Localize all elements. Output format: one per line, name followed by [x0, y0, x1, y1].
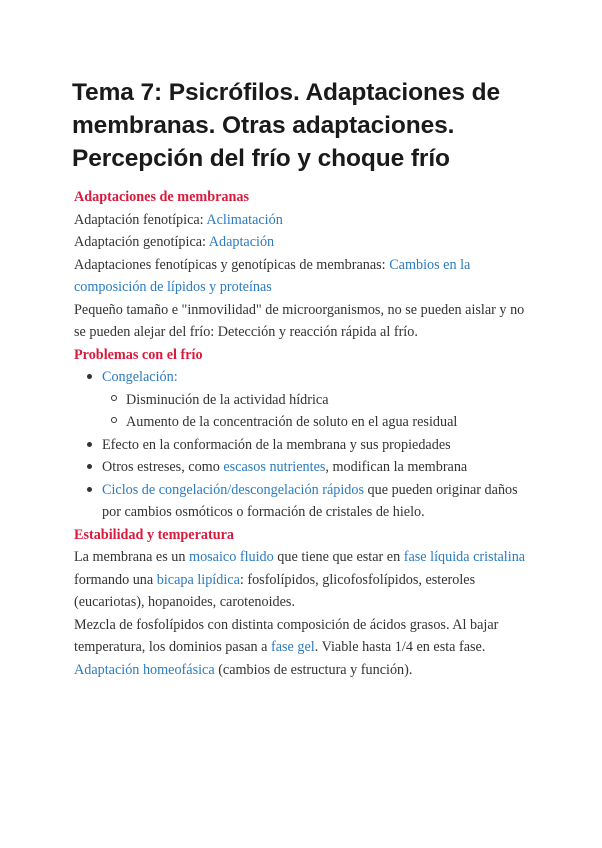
link-mosaico-fluido[interactable]: mosaico fluido [189, 549, 274, 565]
list-item [102, 479, 534, 524]
paragraph-fenotipica [74, 209, 534, 232]
fenotipicas-genotipicas-label: Adaptaciones fenotípicas y genotípicas de membranas: [74, 256, 390, 273]
item3-before: Otros estreses, como [102, 459, 224, 475]
section-heading-membranas: Adaptaciones de membranas [74, 189, 249, 205]
genotipica-label: Adaptación genotípica: [74, 234, 209, 250]
section-heading-estabilidad: Estabilidad y temperatura [74, 526, 235, 543]
link-escasos-nutrientes[interactable]: escasos nutrientes [223, 459, 326, 475]
text-segment: : fosfolípidos, glicofosfolípidos, esteroles (eucariotas), hopanoides, carotenoides. [74, 571, 476, 610]
paragraph-fenotipicas-genotipicas [74, 254, 534, 299]
item3-after: , modifican la membrana [325, 459, 468, 475]
link-adaptacion[interactable]: Adaptación [208, 234, 275, 250]
list-item: Efecto en la conformación de la membrana y sus propiedades [102, 434, 534, 457]
item4-after: que pueden originar daños por cambios osmóticos o formación de cristales de hielo. [102, 481, 518, 520]
text-segment: formando una [74, 571, 157, 588]
list-item [102, 456, 534, 479]
list-item [102, 366, 534, 434]
congelacion-sublist [102, 389, 534, 434]
link-fase-liquida-cristalina[interactable]: fase líquida cristalina [403, 549, 526, 565]
link-bicapa-lipidica[interactable]: bicapa lipídica [156, 571, 240, 588]
fenotipica-label: Adaptación fenotípica: [74, 211, 207, 228]
link-congelacion[interactable]: Congelación: [102, 369, 178, 385]
document-body [74, 186, 534, 681]
text-segment: que tiene que estar en [273, 549, 404, 565]
text-segment: Mezcla de fosfolípidos con distinta composición de ácidos grasos. Al bajar temperatura, los dominios pasan a [74, 616, 499, 655]
list-item: Disminución de la actividad hídrica [126, 389, 534, 412]
paragraph-genotipica [74, 231, 534, 254]
text-segment: (cambios de estructura y función). [214, 661, 413, 678]
paragraph-membrana-mosaico [74, 546, 534, 614]
section-heading-problemas: Problemas con el frío [74, 346, 203, 363]
link-cambios-lipidos[interactable]: Cambios en la composición de lípidos y proteínas [74, 256, 471, 295]
paragraph-pequeno-tamano: Pequeño tamaño e "inmovilidad" de microorganismos, no se pueden aislar y no se pueden alejar del frío: Detección y reacción rápida al frío. [74, 301, 525, 340]
link-aclimatacion[interactable]: Aclimatación [206, 211, 283, 228]
paragraph-mezcla-fosfolipidos [74, 614, 534, 682]
text-segment: . Viable hasta 1/4 en esta fase. [314, 639, 486, 655]
link-ciclos-congelacion[interactable]: Ciclos de congelación/descongelación rápidos [102, 481, 364, 498]
link-fase-gel[interactable]: fase gel [271, 639, 315, 655]
link-adaptacion-homeofasica[interactable]: Adaptación homeofásica [74, 661, 215, 678]
text-segment: La membrana es un [74, 549, 190, 565]
problemas-list [74, 366, 534, 524]
page-title: Tema 7: Psicrófilos. Adaptaciones de membranas. Otras adaptaciones. Percepción del frío y choque frío [72, 79, 500, 172]
list-item: Aumento de la concentración de soluto en el agua residual [126, 411, 534, 434]
